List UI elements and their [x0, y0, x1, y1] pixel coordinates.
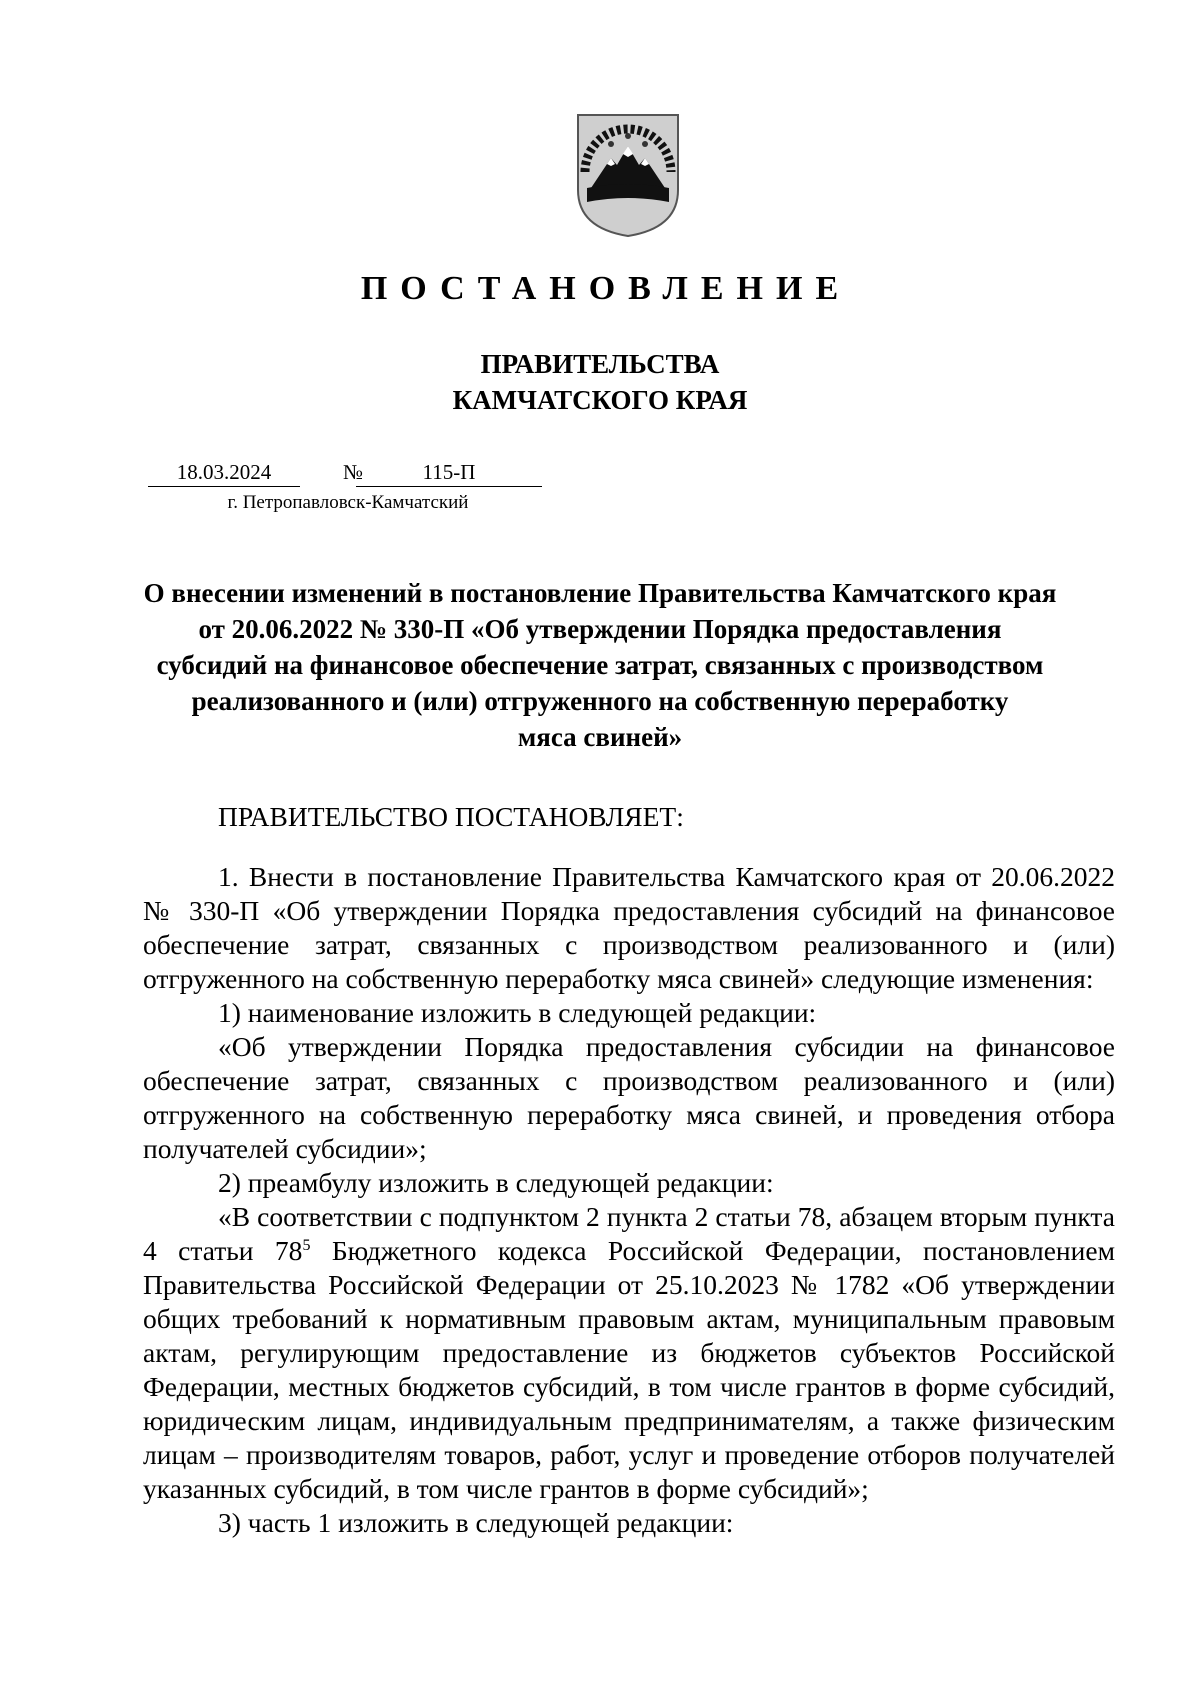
issuer-line-1: ПРАВИТЕЛЬСТВА	[480, 349, 720, 379]
paragraph	[143, 1200, 1115, 1506]
paragraph-part: Бюджетного кодекса Российской Федерации, постановлением Правительства Российской Федерации от 25.10.2023 № 1782 «Об утверждении общих требований к нормативным правовым актам, муниципальным правовым актам, регулирующим предоставление из бюджетов субъектов Российской Федерации, местных бюджетов субсидий, в том числе грантов в форме субсидий, юридическим лицам, индивидуальным предпринимателям, а также физическим лицам – производителям товаров, работ, услуг и проведение отборов получателей указанных субсидий, в том числе грантов в форме субсидий»;	[143, 1235, 1115, 1504]
subject-line: мяса свиней»	[517, 722, 683, 752]
paragraph: 1) наименование изложить в следующей редакции:	[218, 997, 817, 1028]
document-body	[143, 800, 1115, 1540]
number-sign: №	[342, 460, 364, 484]
city-name: г. Петропавловск-Камчатский	[227, 492, 469, 513]
paragraph: 3) часть 1 изложить в следующей редакции:	[218, 1507, 734, 1538]
subject-line: от 20.06.2022 № 330-П «Об утверждении Порядка предоставления	[198, 614, 1002, 644]
paragraph: «Об утверждении Порядка предоставления субсидии на финансовое обеспечение затрат, связанных с производством реализованного и (или) отгруженного на собственную переработку мяса свиней, и проведения отбора получателей субсидии»;	[143, 1031, 1115, 1164]
document-number: 115-П	[356, 458, 542, 487]
paragraph-part: «В соответствии с подпунктом 2 пункта 2 статьи 78, абзацем вторым пункта 4 статьи 78	[143, 1201, 1115, 1266]
document-type-title: ПОСТАНОВЛЕНИЕ	[360, 270, 852, 307]
subject-line: О внесении изменений в постановление Правительства Камчатского края	[143, 578, 1057, 608]
superscript: 5	[302, 1236, 311, 1254]
subject-line: субсидий на финансовое обеспечение затрат, связанных с производством	[156, 650, 1044, 680]
coat-of-arms-icon	[573, 110, 683, 240]
document-date-number	[148, 458, 548, 488]
paragraph: 2) преамбулу изложить в следующей редакции:	[218, 1167, 774, 1198]
document-subject	[100, 575, 1100, 755]
issuer-line-2: КАМЧАТСКОГО КРАЯ	[452, 385, 748, 415]
document-date: 18.03.2024	[148, 458, 300, 487]
issuer-name	[0, 346, 1200, 418]
paragraph: 1. Внести в постановление Правительства Камчатского края от 20.06.2022 № 330-П «Об утверждении Порядка предоставления субсидий на финансовое обеспечение затрат, связанных с производством реализованного и (или) отгруженного на собственную переработку мяса свиней» следующие изменения:	[143, 861, 1115, 994]
decree-heading: ПРАВИТЕЛЬСТВО ПОСТАНОВЛЯЕТ:	[218, 801, 684, 832]
subject-line: реализованного и (или) отгруженного на собственную переработку	[191, 686, 1009, 716]
